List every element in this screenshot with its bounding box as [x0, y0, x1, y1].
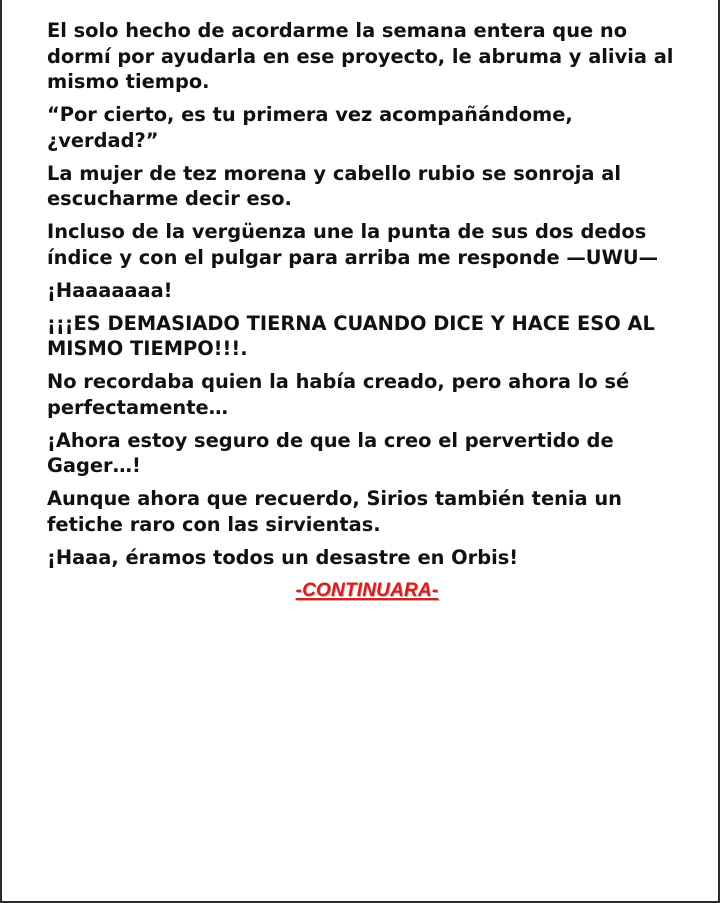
paragraph-9: Aunque ahora que recuerdo, Sirios también tenia un fetiche raro con las sirvientas.: [47, 487, 622, 536]
paragraph-3: La mujer de tez morena y cabello rubio se sonroja al escucharme decir eso.: [47, 161, 621, 210]
paragraph-2: “Por cierto, es tu primera vez acompañándome, ¿verdad?”: [47, 103, 573, 152]
continuara-text: -CONTINUARA-: [295, 579, 439, 601]
paragraph-4: Incluso de la vergüenza une la punta de sus dos dedos índice y con el pulgar para arriba me responde —UWU—: [47, 220, 659, 269]
paragraph-6: ¡¡¡ES DEMASIADO TIERNA CUANDO DICE Y HACE ESO AL MISMO TIEMPO!!!.: [47, 311, 655, 360]
paragraph-7: No recordaba quien la había creado, pero ahora lo sé perfectamente…: [47, 370, 630, 419]
paragraph-8: ¡Ahora estoy seguro de que la creo el pervertido de Gager…!: [47, 428, 614, 477]
paragraph-1: El solo hecho de acordarme la semana entera que no dormí por ayudarla en ese proyecto, le abruma y alivia al mismo tiempo.: [47, 19, 674, 93]
story-text: [47, 18, 687, 603]
paragraph-5: ¡Haaaaaaa!: [47, 278, 173, 302]
continuara-label: [47, 578, 687, 604]
paragraph-10: ¡Haaa, éramos todos un desastre en Orbis!: [47, 545, 519, 569]
